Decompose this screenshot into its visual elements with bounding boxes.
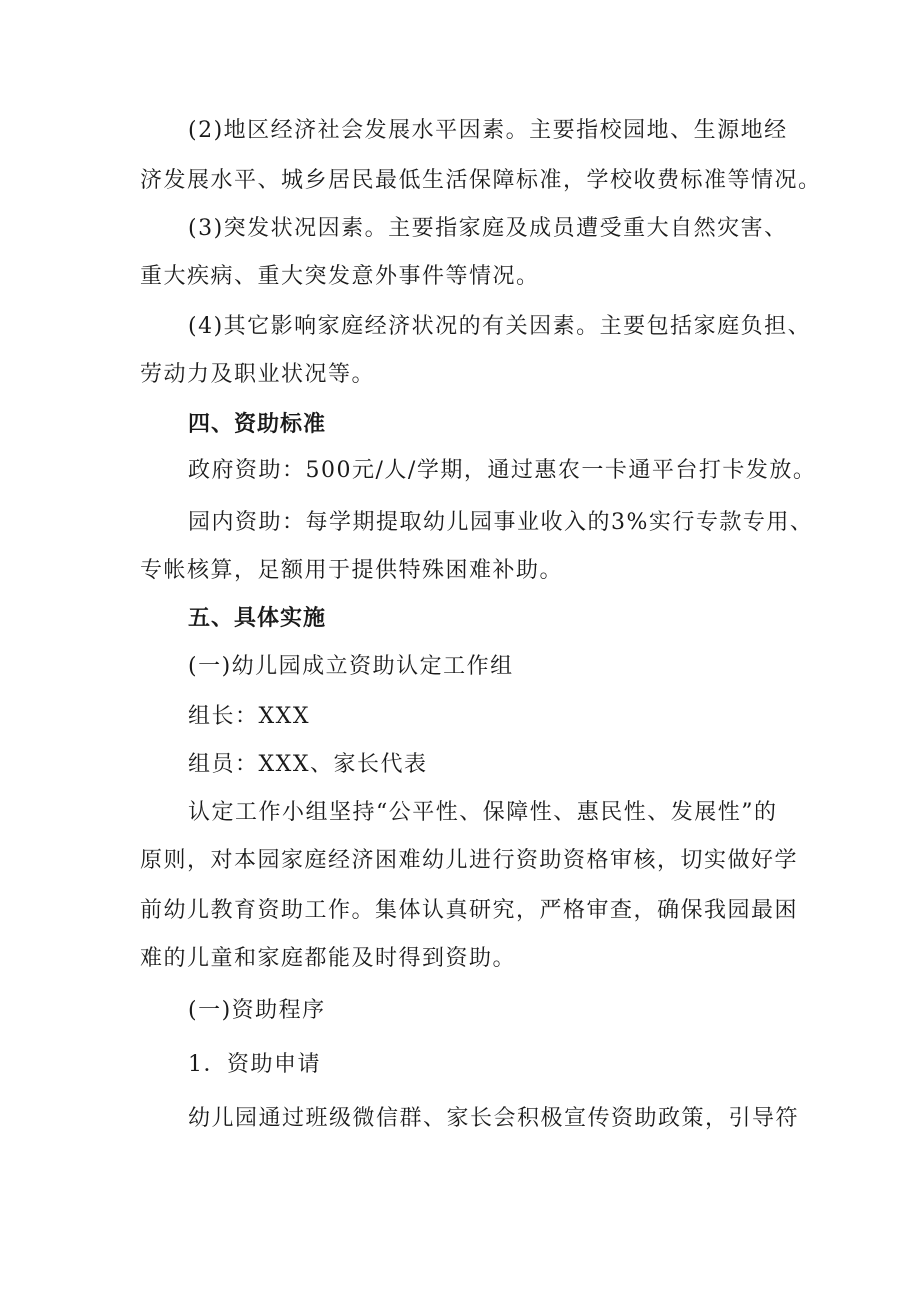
subheading-working-group: (一)幼儿园成立资助认定工作组: [188, 654, 514, 679]
paragraph-factor-3-line-1: (3)突发状况因素。主要指家庭及成员遭受重大自然灾害、: [188, 216, 788, 241]
paragraph-principle-line-3: 前幼儿教育资助工作。集体认真研究，严格审查，确保我园最困: [140, 898, 799, 923]
subheading-aid-application: 1．资助申请: [188, 1052, 321, 1077]
paragraph-group-members: 组员：XXX、家长代表: [188, 752, 428, 777]
paragraph-principle-line-1: 认定工作小组坚持“公平性、保障性、惠民性、发展性”的: [188, 800, 778, 825]
paragraph-kindergarten-aid-line-2: 专帐核算，足额用于提供特殊困难补助。: [140, 558, 564, 583]
section-heading-implementation: 五、具体实施: [188, 606, 327, 631]
subheading-aid-procedure: (一)资助程序: [188, 998, 326, 1023]
paragraph-kindergarten-aid-line-1: 园内资助：每学期提取幼儿园事业收入的3%实行专款专用、: [188, 510, 814, 535]
paragraph-principle-line-4: 难的儿童和家庭都能及时得到资助。: [140, 946, 517, 971]
paragraph-government-aid: 政府资助：500元/人/学期，通过惠农一卡通平台打卡发放。: [188, 458, 817, 483]
paragraph-factor-3-line-2: 重大疾病、重大突发意外事件等情况。: [140, 264, 540, 289]
paragraph-aid-application: 幼儿园通过班级微信群、家长会积极宣传资助政策，引导符: [188, 1106, 800, 1131]
paragraph-factor-2-line-2: 济发展水平、城乡居民最低生活保障标准，学校收费标准等情况。: [140, 168, 822, 193]
paragraph-principle-line-2: 原则，对本园家庭经济困难幼儿进行资助资格审核，切实做好学: [140, 848, 799, 873]
paragraph-factor-2-line-1: (2)地区经济社会发展水平因素。主要指校园地、生源地经: [188, 118, 788, 143]
section-heading-aid-standard: 四、资助标准: [188, 412, 327, 437]
paragraph-group-leader: 组长：XXX: [188, 704, 310, 729]
paragraph-factor-4-line-1: (4)其它影响家庭经济状况的有关因素。主要包括家庭负担、: [188, 314, 812, 339]
paragraph-factor-4-line-2: 劳动力及职业状况等。: [140, 362, 376, 387]
